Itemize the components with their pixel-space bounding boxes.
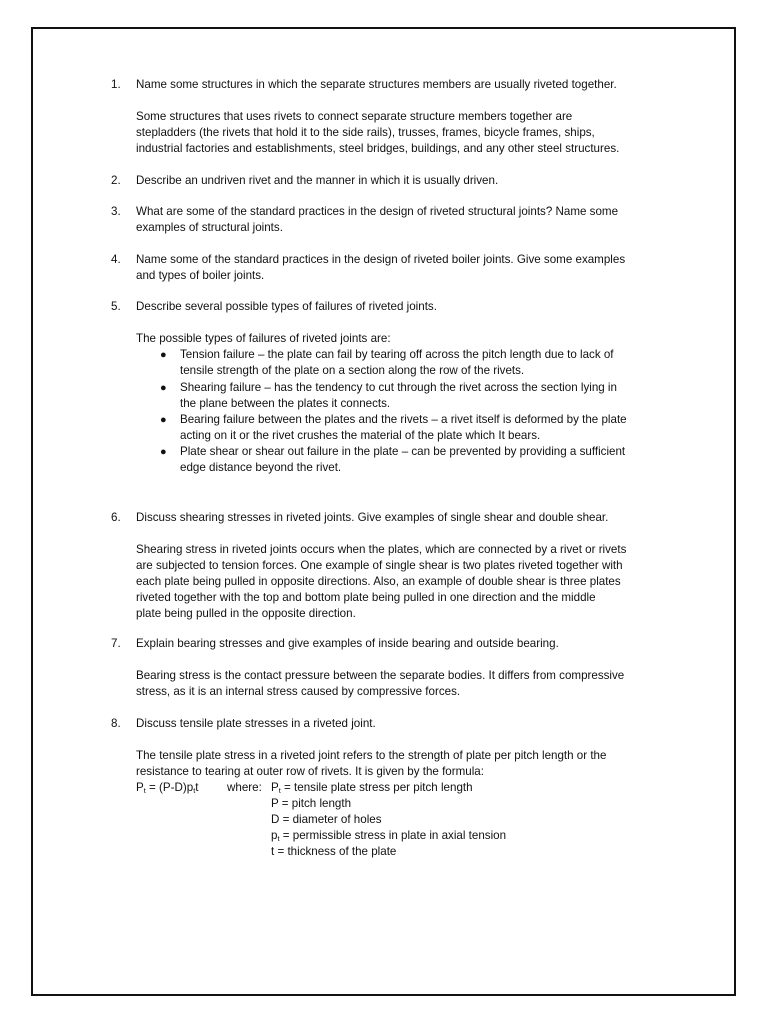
q2-question: Describe an undriven rivet and the manner in which it is usually driven. — [136, 174, 499, 187]
q6-answer-line-2: are subjected to tension forces. One example of single shear is two plates riveted together with — [136, 559, 623, 572]
q5-bullet-2-line-2: the plane between the plates it connects. — [180, 397, 391, 410]
formula-where-label: where: — [227, 781, 262, 794]
q7-answer-line-2: stress, as it is an internal stress caused by compressive forces. — [136, 685, 461, 698]
q6-answer-line-5: plate being pulled in the opposite direction. — [136, 607, 356, 620]
q1-number: 1. — [111, 78, 121, 91]
bullet-dot: ● — [160, 446, 167, 458]
q8-answer-line-1: The tensile plate stress in a riveted joint refers to the strength of plate per pitch length or the — [136, 749, 607, 762]
q6-answer-line-3: each plate being pulled in opposite directions. Also, an example of double shear is three plates — [136, 575, 621, 588]
q6-answer-line-4: riveted together with the top and bottom plate being pulled in one direction and the middle — [136, 591, 596, 604]
q4-number: 4. — [111, 253, 121, 266]
q6-number: 6. — [111, 511, 121, 524]
bullet-dot: ● — [160, 414, 167, 426]
q8-question: Discuss tensile plate stresses in a riveted joint. — [136, 717, 376, 730]
q6-question: Discuss shearing stresses in riveted joints. Give examples of single shear and double shear. — [136, 511, 609, 524]
q4-question-line-2: and types of boiler joints. — [136, 269, 265, 282]
q7-question: Explain bearing stresses and give examples of inside bearing and outside bearing. — [136, 637, 559, 650]
q5-bullet-4-line-1: Plate shear or shear out failure in the plate – can be prevented by providing a sufficient — [180, 445, 626, 458]
formula-def-5: t = thickness of the plate — [271, 845, 397, 858]
q5-bullet-2-line-1: Shearing failure – has the tendency to cut through the rivet across the section lying in — [180, 381, 617, 394]
q1-question: Name some structures in which the separate structures members are usually riveted together. — [136, 78, 617, 91]
q3-question-line-2: examples of structural joints. — [136, 221, 283, 234]
q7-number: 7. — [111, 637, 121, 650]
q5-question: Describe several possible types of failures of riveted joints. — [136, 300, 437, 313]
q3-question-line-1: What are some of the standard practices in the design of riveted structural joints? Name some — [136, 205, 619, 218]
q8-answer-line-2: resistance to tearing at outer row of rivets. It is given by the formula: — [136, 765, 484, 778]
q1-answer-line-3: industrial factories and establishments, steel bridges, buildings, and any other steel structures. — [136, 142, 620, 155]
q1-answer-line-1: Some structures that uses rivets to connect separate structure members together are — [136, 110, 573, 123]
q6-answer-line-1: Shearing stress in riveted joints occurs when the plates, which are connected by a rivet or rivets — [136, 543, 627, 556]
bullet-dot: ● — [160, 349, 167, 361]
q8-number: 8. — [111, 717, 121, 730]
q5-bullet-3-line-2: acting on it or the rivet crushes the material of the plate which It bears. — [180, 429, 541, 442]
q1-answer-line-2: stepladders (the rivets that hold it to the side rails), trusses, frames, bicycle frames, ships, — [136, 126, 595, 139]
q5-bullet-1-line-2: tensile strength of the plate on a section along the row of the rivets. — [180, 364, 525, 377]
q3-number: 3. — [111, 205, 121, 218]
q5-intro: The possible types of failures of riveted joints are: — [136, 332, 391, 345]
formula-def-4: $p_t$ = permissible stress in plate in axial tension — [271, 829, 507, 843]
q7-answer-line-1: Bearing stress is the contact pressure between the separate bodies. It differs from compressive — [136, 669, 625, 682]
formula-def-3: D = diameter of holes — [271, 813, 382, 826]
q4-question-line-1: Name some of the standard practices in the design of riveted boiler joints. Give some examples — [136, 253, 626, 266]
formula-equation: $P_t = (P-D)p_tt$ — [136, 781, 199, 795]
q2-number: 2. — [111, 174, 121, 187]
bullet-dot: ● — [160, 382, 167, 394]
q5-number: 5. — [111, 300, 121, 313]
q5-bullet-3-line-1: Bearing failure between the plates and the rivets – a rivet itself is deformed by the plate — [180, 413, 627, 426]
formula-def-2: P = pitch length — [271, 797, 352, 810]
q5-bullet-1-line-1: Tension failure – the plate can fail by tearing off across the pitch length due to lack of — [180, 348, 614, 361]
formula-def-1: $P_t$ = tensile plate stress per pitch length — [271, 781, 473, 795]
q5-bullet-4-line-2: edge distance beyond the rivet. — [180, 461, 342, 474]
